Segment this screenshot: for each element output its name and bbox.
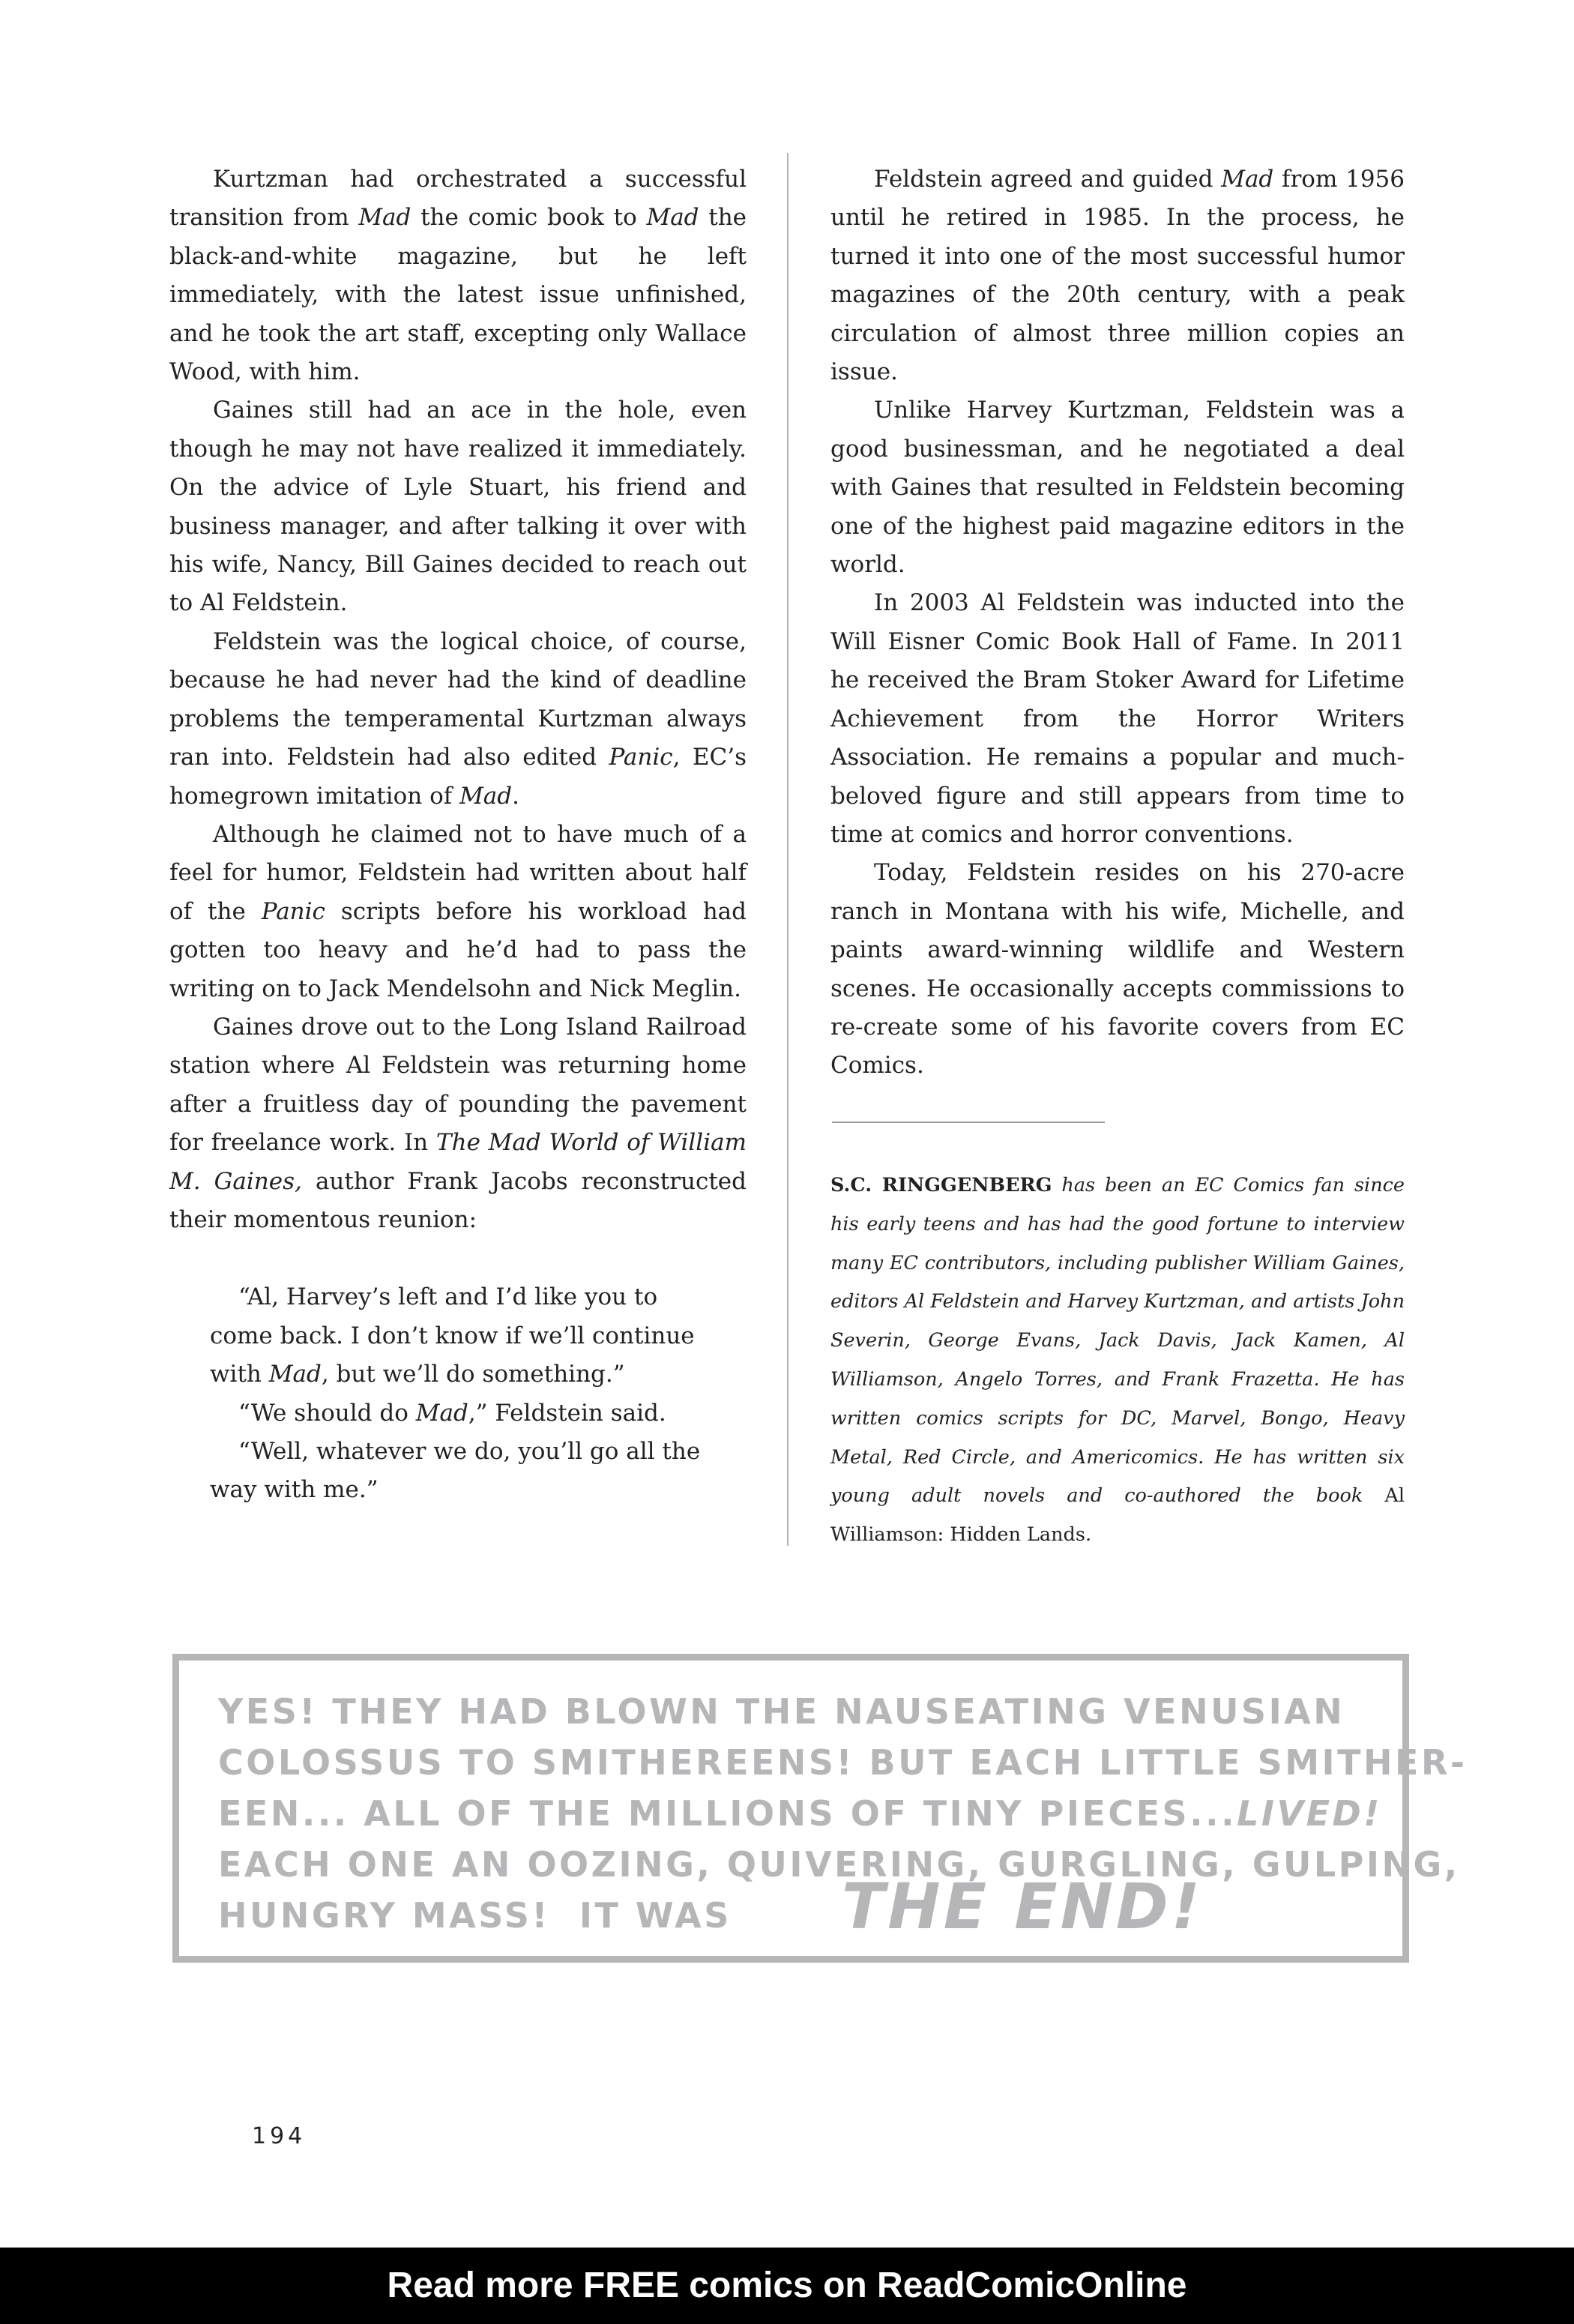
the-end-lettering: THE END!: [842, 1870, 1203, 1943]
footer-link-text[interactable]: Read more FREE comics on ReadComicOnline: [387, 2266, 1187, 2305]
quote-line: “We should do Mad,” Feldstein said.: [238, 1399, 666, 1427]
paragraph: Kurtzman had orchestrated a successful transition from Mad the comic book to Mad the black-and-white magazine, but he left immediately, with the latest issue unfinished, and he took the art staff, excepting only Wallace Wood, with him.: [169, 166, 747, 386]
footer-banner[interactable]: [0, 2248, 1574, 2324]
column-divider: [787, 153, 788, 1546]
paragraph: Although he claimed not to have much of a feel for humor, Feldstein had written about half of the Panic scripts before his workload had gotten too heavy and he’d had to pass the writing on to Jack Mendelsohn and Nick Meglin.: [169, 820, 747, 1002]
page-number: 194: [252, 2123, 307, 2149]
quote-line: “Well, whatever we do, you’ll go all the way with me.”: [210, 1438, 701, 1504]
quote-line: “Al, Harvey’s left and I’d like you to come back. I don’t know if we’ll continue with Mad, but we’ll do something.”: [210, 1283, 695, 1388]
paragraph: Unlike Harvey Kurtzman, Feldstein was a good businessman, and he negotiated a deal with Gaines that resulted in Feldstein becoming one of the highest paid magazine editors in the world.: [830, 397, 1405, 579]
caption-line: EEN... ALL OF THE MILLIONS OF TINY PIECES...LIVED!: [218, 1793, 1382, 1834]
paragraph: Today, Feldstein resides on his 270-acre ranch in Montana with his wife, Michelle, and paints award-winning wildlife and Western scenes. He occasionally accepts commissions to re-create some of his favorite covers from EC Comics.: [830, 859, 1405, 1080]
bio-divider: [832, 1122, 1105, 1123]
author-bio: S.C. RINGGENBERG has been an EC Comics fan since his early teens and has had the good fortune to interview many EC contributors, including publisher William Gaines, editors Al Feldstein and Harvey Kurtzman, and artists John Severin, George Evans, Jack Davis, Jack Kamen, Al Williamson, Angelo Torres, and Frank Frazetta. He has written comics scripts for DC, Marvel, Bongo, Heavy Metal, Red Circle, and Americomics. He has written six young adult novels and co-authored the book Al Williamson: Hidden Lands.: [830, 1174, 1405, 1547]
right-column: [830, 160, 1405, 1086]
paragraph: Gaines still had an ace in the hole, even though he may not have realized it immediately. On the advice of Lyle Stuart, his friend and business manager, and after talking it over with his wife, Nancy, Bill Gaines decided to reach out to Al Feldstein.: [169, 397, 747, 617]
left-column: [169, 160, 747, 1510]
paragraph: Feldstein was the logical choice, of course, because he had never had the kind of deadline problems the temperamental Kurtzman always ran into. Feldstein had also edited Panic, EC’s homegrown imitation of Mad.: [169, 627, 747, 810]
block-quote: [169, 1239, 705, 1509]
bio-text: has been an EC Comics fan since his early teens and has had the good fortune to interview many EC contributors, including publisher William Gaines, editors Al Feldstein and Harvey Kurtzman, and artists John Severin, George Evans, Jack Davis, Jack Kamen, Al Williamson, Angelo Torres, and Frank Frazetta. He has written comics scripts for DC, Marvel, Bongo, Heavy Metal, Red Circle, and Americomics. He has written six young adult novels and co-authored the book: [830, 1174, 1405, 1508]
comic-caption-text: [218, 1686, 1468, 1943]
bio-book-title: Al Williamson: Hidden Lands: [830, 1484, 1405, 1547]
paragraph: In 2003 Al Feldstein was inducted into the Will Eisner Comic Book Hall of Fame. In 2011 he received the Bram Stoker Award for Lifetime Achievement from the Horror Writers Association. He remains a popular and much-beloved figure and still appears from time to time at comics and horror conventions.: [830, 589, 1405, 848]
comic-caption-box: [172, 1654, 1468, 1963]
caption-line: HUNGRY MASS! IT WAS: [218, 1895, 732, 1936]
caption-line: COLOSSUS TO SMITHEREENS! BUT EACH LITTLE SMITHER-: [218, 1742, 1468, 1783]
paragraph: Gaines drove out to the Long Island Railroad station where Al Feldstein was returning home after a fruitless day of pounding the pavement for freelance work. In The Mad World of William M. Gaines, author Frank Jacobs reconstructed their momentous reunion:: [169, 1013, 747, 1233]
caption-line: YES! THEY HAD BLOWN THE NAUSEATING VENUSIAN: [218, 1691, 1345, 1732]
author-name: S.C. RINGGENBERG: [830, 1174, 1052, 1196]
caption-line: EACH ONE AN OOZING, QUIVERING, GURGLING, GULPING,: [218, 1844, 1460, 1885]
paragraph: Feldstein agreed and guided Mad from 1956 until he retired in 1985. In the process, he turned it into one of the most successful humor magazines of the 20th century, with a peak circulation of almost three million copies an issue.: [830, 166, 1405, 386]
